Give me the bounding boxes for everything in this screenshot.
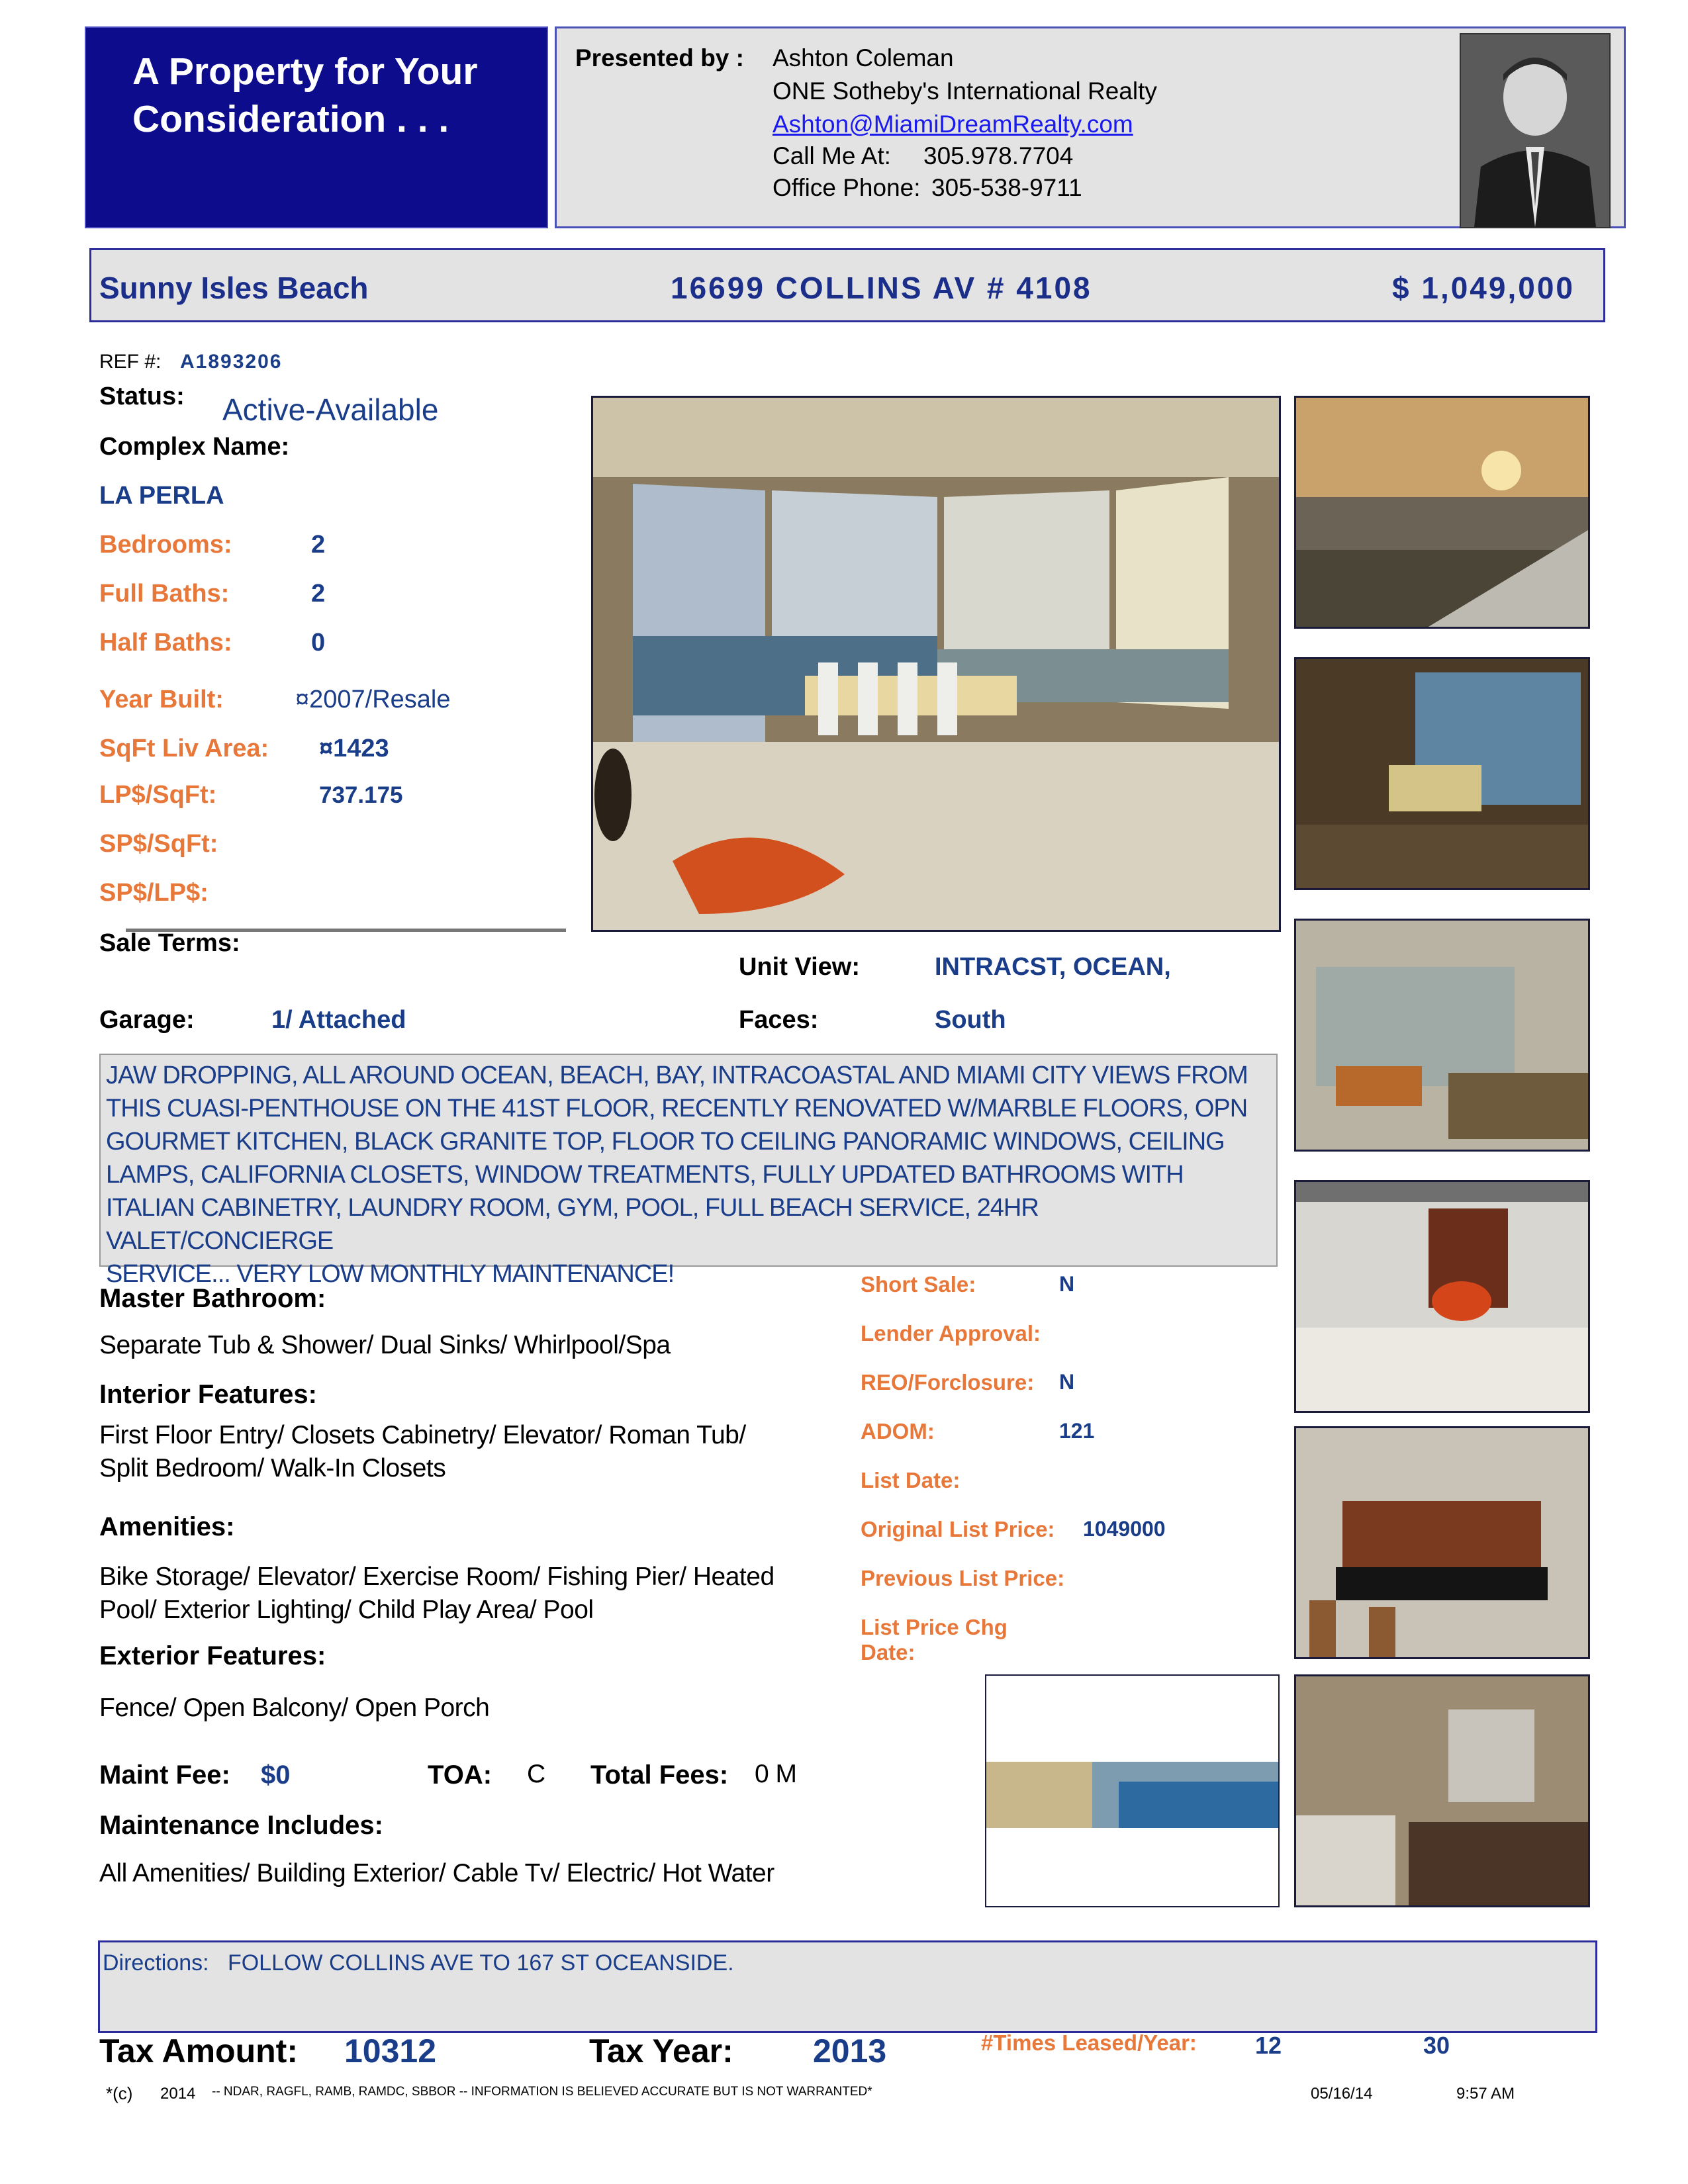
kitchen-photo (1294, 1426, 1590, 1659)
lp-sqft-label: LP$/SqFt: (99, 781, 217, 809)
agent-photo (1460, 33, 1611, 228)
unit-view-value: INTRACST, OCEAN, (935, 953, 1171, 981)
remarks-text (106, 1059, 1271, 1291)
agent-portrait-icon (1461, 34, 1609, 227)
main-photo (591, 396, 1281, 932)
list-price: $ 1,049,000 (1392, 271, 1575, 305)
dining-photo (1294, 657, 1590, 890)
times-leased-label: #Times Leased/Year: (981, 2030, 1197, 2055)
previous-price-label: Previous List Price: (861, 1566, 1065, 1590)
remarks-line: SERVICE... VERY LOW MONTHLY MAINTENANCE! (106, 1260, 675, 1288)
office-label: Office Phone: (773, 174, 921, 201)
city: Sunny Isles Beach (99, 271, 369, 305)
year-built-value: ¤2007/Resale (295, 686, 451, 713)
tax-year-value: 2013 (813, 2032, 887, 2070)
complex-label: Complex Name: (99, 433, 290, 461)
lender-approval-label: Lender Approval: (861, 1321, 1041, 1345)
original-price-value: 1049000 (1083, 1517, 1166, 1541)
exterior-label: Exterior Features: (99, 1641, 326, 1670)
amenities-line1: Bike Storage/ Elevator/ Exercise Room/ Fishing Pier/ Heated (99, 1563, 774, 1591)
footer-disclaimer: -- NDAR, RAGFL, RAMB, RAMDC, SBBOR -- INFORMATION IS BELIEVED ACCURATE BUT IS NOT WARRANTED* (212, 2085, 872, 2099)
garage-label: Garage: (99, 1006, 195, 1034)
maint-includes-value: All Amenities/ Building Exterior/ Cable Tv/ Electric/ Hot Water (99, 1859, 774, 1888)
master-bath-value: Separate Tub & Shower/ Dual Sinks/ Whirlpool/Spa (99, 1331, 671, 1359)
footer-date: 05/16/14 (1311, 2085, 1373, 2103)
garage-value: 1/ Attached (271, 1006, 406, 1034)
agent-name: Ashton Coleman (773, 44, 954, 71)
footer-year: 2014 (160, 2085, 196, 2103)
short-sale-value: N (1059, 1272, 1075, 1296)
directions-label: Directions: (103, 1950, 209, 1976)
short-sale-label: Short Sale: (861, 1272, 976, 1297)
exterior-photo (985, 1674, 1280, 1907)
presented-by-label: Presented by : (575, 44, 744, 71)
times-leased-value: 12 (1255, 2032, 1282, 2059)
bedrooms-label: Bedrooms: (99, 531, 232, 559)
tax-amount-label: Tax Amount: (99, 2032, 298, 2070)
remarks-line: GOURMET KITCHEN, BLACK GRANITE TOP, FLOOR TO CEILING PANORAMIC WINDOWS, CEILING (106, 1128, 1225, 1156)
price-change-label: List Price Chg (861, 1615, 1008, 1639)
interior-line1: First Floor Entry/ Closets Cabinetry/ Elevator/ Roman Tub/ (99, 1421, 746, 1449)
sqft-value: ¤1423 (319, 735, 389, 762)
total-fees-label: Total Fees: (590, 1760, 729, 1790)
amenities-line2: Pool/ Exterior Lighting/ Child Play Area/ Pool (99, 1596, 594, 1624)
remarks-line: THIS CUASI-PENTHOUSE ON THE 41ST FLOOR, RECENTLY RENOVATED W/MARBLE FLOORS, OPN (106, 1095, 1248, 1122)
half-baths-label: Half Baths: (99, 629, 232, 657)
call-label: Call Me At: (773, 142, 891, 169)
status-label: Status: (99, 383, 185, 410)
toa-value: C (527, 1760, 545, 1788)
interior-label: Interior Features: (99, 1380, 317, 1409)
bedroom-photo (1294, 919, 1590, 1152)
adom-label: ADOM: (861, 1419, 935, 1443)
complex-value: LA PERLA (99, 482, 224, 510)
status-value: Active-Available (222, 392, 439, 427)
interior-line2: Split Bedroom/ Walk-In Closets (99, 1454, 446, 1482)
address-bar (89, 248, 1605, 322)
street-address: 16699 COLLINS AV # 4108 (671, 271, 1092, 305)
reo-value: N (1059, 1370, 1075, 1394)
directions-box (98, 1940, 1597, 2033)
ref-value: A1893206 (180, 351, 283, 373)
brokerage-name: ONE Sotheby's International Realty (773, 77, 1157, 105)
directions-text (103, 1950, 734, 1976)
year-built-label: Year Built: (99, 686, 224, 713)
bedrooms-value: 2 (311, 531, 326, 559)
exterior-value: Fence/ Open Balcony/ Open Porch (99, 1694, 490, 1722)
bathroom-photo (1294, 1674, 1590, 1907)
office-number: 305-538-9711 (931, 174, 1082, 201)
balcony-photo (1294, 396, 1590, 629)
sp-lp-label: SP$/LP$: (99, 879, 209, 907)
maint-fee-value: $0 (261, 1760, 291, 1790)
sqft-label: SqFt Liv Area: (99, 735, 269, 762)
sale-terms-label: Sale Terms: (99, 929, 240, 957)
footer-time: 9:57 AM (1456, 2085, 1515, 2103)
ref-label: REF #: (99, 351, 162, 373)
faces-value: South (935, 1006, 1006, 1034)
maint-includes-label: Maintenance Includes: (99, 1811, 383, 1840)
master-bath-label: Master Bathroom: (99, 1284, 326, 1313)
maint-fee-label: Maint Fee: (99, 1760, 230, 1790)
remarks-line: ITALIAN CABINETRY, LAUNDRY ROOM, GYM, POOL, FULL BEACH SERVICE, 24HR VALET/CONCIERGE (106, 1194, 1039, 1255)
original-price-label: Original List Price: (861, 1517, 1055, 1541)
list-date-label: List Date: (861, 1468, 961, 1492)
header-title: A Property for Your Consideration . . . (132, 50, 478, 140)
full-baths-label: Full Baths: (99, 580, 230, 608)
leased-year-value: 30 (1423, 2032, 1450, 2059)
tax-amount-value: 10312 (344, 2032, 437, 2070)
directions-value: FOLLOW COLLINS AVE TO 167 ST OCEANSIDE. (227, 1950, 734, 1976)
half-baths-value: 0 (311, 629, 326, 657)
agent-email-link[interactable]: Ashton@MiamiDreamRealty.com (773, 111, 1133, 138)
faces-label: Faces: (739, 1006, 819, 1034)
sp-sqft-label: SP$/SqFt: (99, 830, 218, 858)
price-change-date-label: Date: (861, 1640, 915, 1664)
remarks-line: JAW DROPPING, ALL AROUND OCEAN, BEACH, BAY, INTRACOASTAL AND MIAMI CITY VIEWS FROM (106, 1062, 1248, 1089)
unit-view-label: Unit View: (739, 953, 860, 981)
reo-label: REO/Forclosure: (861, 1370, 1035, 1394)
tax-year-label: Tax Year: (589, 2032, 733, 2070)
footer-copyright: *(c) (106, 2083, 133, 2103)
lp-sqft-value: 737.175 (319, 782, 403, 808)
call-number: 305.978.7704 (923, 142, 1074, 169)
header-banner (85, 26, 548, 228)
total-fees-value: 0 M (755, 1760, 797, 1788)
amenities-label: Amenities: (99, 1512, 235, 1541)
remarks-line: LAMPS, CALIFORNIA CLOSETS, WINDOW TREATMENTS, FULLY UPDATED BATHROOMS WITH (106, 1161, 1184, 1189)
adom-value: 121 (1059, 1419, 1095, 1443)
living-room-photo (1294, 1180, 1590, 1413)
toa-label: TOA: (428, 1760, 492, 1790)
full-baths-value: 2 (311, 580, 326, 608)
